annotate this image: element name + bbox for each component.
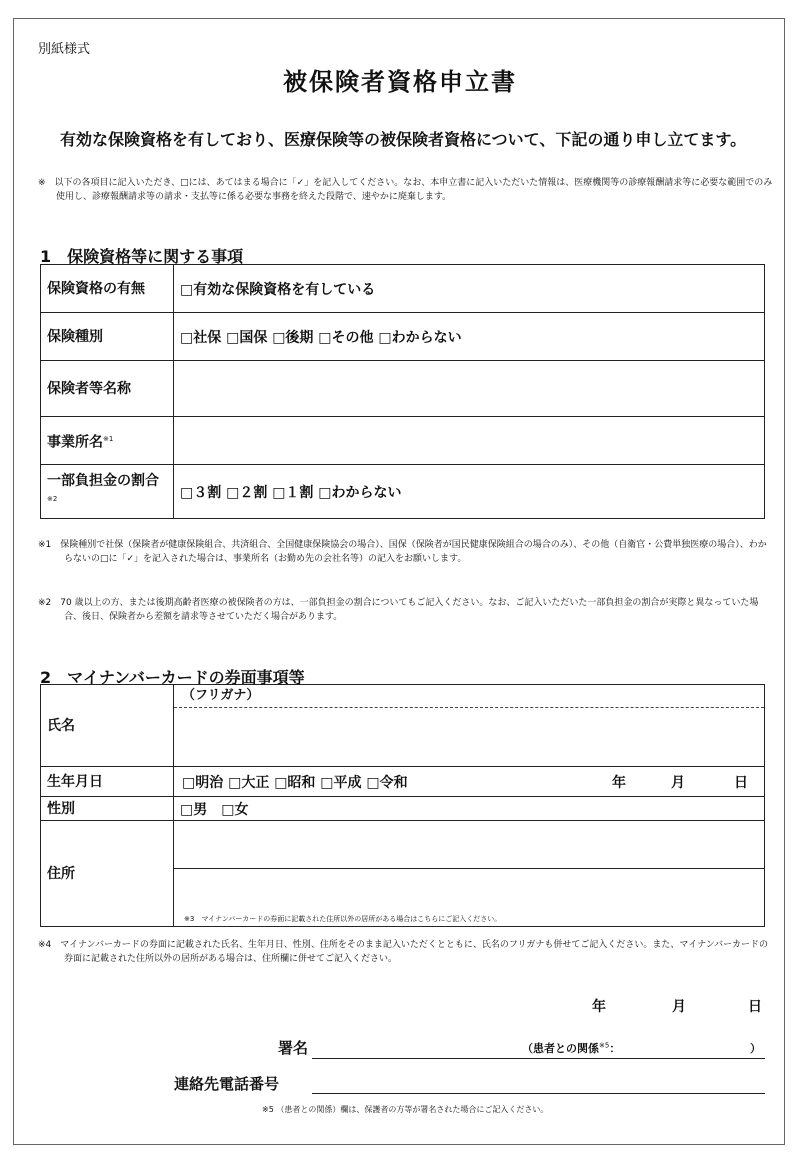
dob-month-label: 月 (671, 774, 685, 791)
phone-label: 連絡先電話番号 (174, 1075, 280, 1093)
dob-year-label: 年 (612, 774, 626, 791)
label-name: 氏名 (41, 685, 174, 767)
insurer-name-field[interactable] (174, 361, 765, 417)
furigana-divider (174, 707, 764, 708)
form-id: 別紙様式 (38, 42, 91, 57)
relation-label (522, 1040, 620, 1056)
table-row (41, 265, 765, 313)
relation-note-ref: ※5 (599, 1041, 610, 1050)
signature-label: 署名 (278, 1039, 309, 1057)
table-row (41, 821, 765, 869)
mynumber-table (40, 684, 765, 927)
office-name-field[interactable] (174, 417, 765, 465)
table-row (41, 767, 765, 797)
note-5: ※5 （患者との関係）欄は、保護者の方等が署名された場合にご記入ください。 (262, 1105, 549, 1114)
section1-heading: 1 保険資格等に関する事項 (40, 247, 244, 266)
sign-year-label: 年 (592, 999, 606, 1015)
copay-note-ref: ※2 (47, 494, 58, 503)
footnote-1: ※1 保険種別で社保（保険者が健康保険組合、共済組合、全国健康保険協会の場合）、国保（保険者が国民健康保険組合の場合のみ）、その他（自衛官・公費単独医療の場合）、わからないの□に「✓」を記入された場合は、事業所名（お勤め先の会社名等）の記入をお願いします。 (38, 540, 767, 564)
section2-heading: 2 マイナンバーカードの券面事項等 (40, 668, 305, 687)
label-address: 住所 (41, 821, 174, 927)
insurance-status-option[interactable]: □有効な保険資格を有している (174, 265, 765, 313)
label-insurer-name: 保険者等名称 (41, 361, 174, 417)
table-row (41, 417, 765, 465)
sign-month-label: 月 (672, 999, 686, 1015)
furigana-label: （フリガナ） (182, 688, 260, 703)
label-dob: 生年月日 (41, 767, 174, 797)
insurance-table (40, 264, 765, 519)
sex-options[interactable]: □男 □女 (174, 797, 765, 821)
dob-field[interactable] (174, 767, 765, 797)
dob-day-label: 日 (734, 774, 748, 791)
phone-field[interactable] (312, 1071, 765, 1094)
residence-field[interactable] (174, 869, 765, 927)
table-row (41, 797, 765, 821)
relation-text: （患者との関係 (522, 1042, 599, 1055)
copay-label-text: 一部負担金の割合 (47, 472, 159, 489)
dob-era-options[interactable]: □明治 □大正 □昭和 □平成 □令和 (182, 774, 408, 791)
instruction-note: ※ 以下の各項目に記入いただき、□には、あてはまる場合に「✓」を記入してください。なお、本申立書に記入いただいた情報は、医療機関等の診療報酬請求等に必要な範囲でのみ使用し、診療報酬請求等の請求・支払等に係る必要な事務を終えた段階で、速やかに廃棄します。 (38, 178, 773, 202)
label-copay-ratio (41, 465, 174, 519)
lead-text: 有効な保険資格を有しており、医療保険等の被保険者資格について、下記の通り申し立てます。 (60, 130, 747, 149)
page-title: 被保険者資格申立書 (283, 68, 517, 96)
relation-close: ） (750, 1042, 761, 1055)
copay-ratio-options[interactable]: □３割 □２割 □１割 □わからない (174, 465, 765, 519)
office-name-note-ref: ※1 (103, 434, 114, 443)
sign-day-label: 日 (748, 999, 762, 1015)
footnote-2: ※2 70 歳以上の方、または後期高齢者医療の被保険者の方は、一部負担金の割合についてもご記入ください。なお、ご記入いただいた一部負担金の割合が実際と異なっていた場合、後日、保険者から差額を請求等させていただく場合があります。 (38, 598, 759, 622)
address-field[interactable] (174, 821, 765, 869)
relation-colon: ： (609, 1042, 621, 1055)
label-sex: 性別 (41, 797, 174, 821)
footnote-4: ※4 マイナンバーカードの券面に記載された氏名、生年月日、性別、住所をそのまま記入いただくとともに、氏名のフリガナも併せてご記入ください。また、マイナンバーカードの券面に記載された住所以外の居所がある場合は、住所欄に併せてご記入ください。 (38, 940, 768, 964)
insurance-type-options[interactable]: □社保 □国保 □後期 □その他 □わからない (174, 313, 765, 361)
table-row (41, 313, 765, 361)
name-field[interactable] (174, 685, 765, 767)
office-name-label-text: 事業所名 (47, 434, 103, 451)
table-row (41, 361, 765, 417)
table-row (41, 465, 765, 519)
label-insurance-type: 保険種別 (41, 313, 174, 361)
label-insurance-status: 保険資格の有無 (41, 265, 174, 313)
note-3: ※3 マイナンバーカードの券面に記載された住所以外の居所がある場合はこちらにご記入ください。 (184, 915, 502, 923)
label-office-name (41, 417, 174, 465)
table-row (41, 685, 765, 767)
